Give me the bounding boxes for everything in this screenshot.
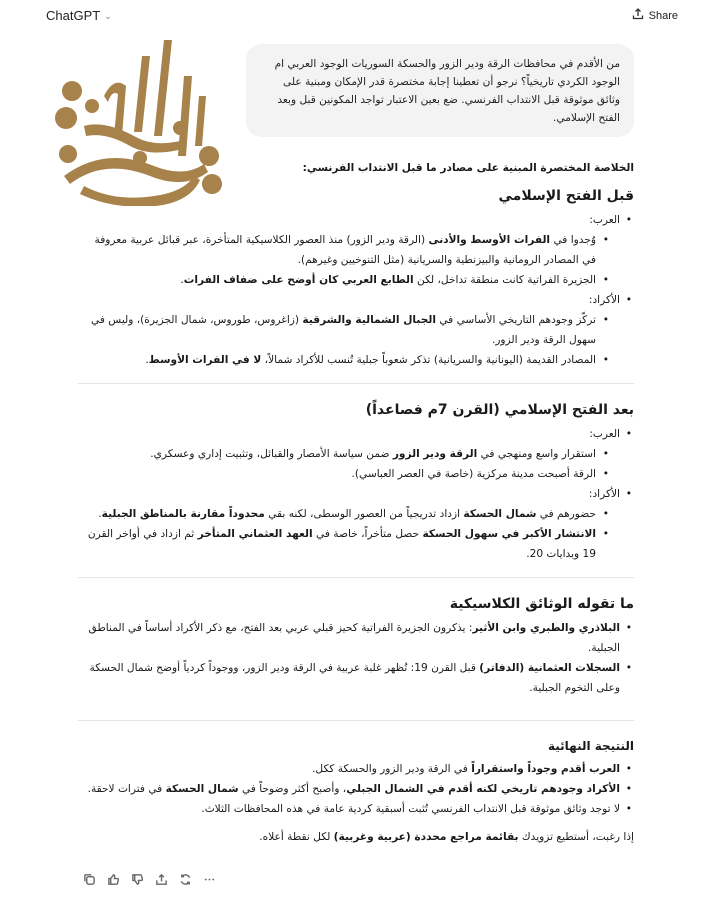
section-title-after-conquest: بعد الفتح الإسلامي (القرن 7م فصاعداً) xyxy=(365,402,634,418)
list-item: • الرقة أصبحت مدينة مركزية (خاصة في العصر العباسي). xyxy=(78,464,596,484)
group-list xyxy=(78,210,634,370)
section-title-before-conquest: قبل الفتح الإسلامي xyxy=(498,188,634,204)
share-label: Share xyxy=(648,9,678,22)
section-title-conclusion: النتيجة النهائية xyxy=(547,739,634,753)
share-upload-icon xyxy=(632,8,644,23)
list-item: • السجلات العثمانية (الدفاتر) قبل القرن 19: تُظهر غلبة عربية في الرقة ودير الزور، ووجوداً كردياً أوضح شمال الحسكة وعلى التخوم الجبلية. xyxy=(78,658,620,698)
top-bar xyxy=(0,0,720,34)
list-item: • العرب أقدم وجوداً واستقراراً في الرقة ودير الزور والحسكة ككل. xyxy=(78,759,620,779)
list-item: • الانتشار الأكبر في سهول الحسكة حصل متأخراً، خاصة في العهد العثماني المتأخر ثم ازداد في أواخر القرن 19 وبدايات 20. xyxy=(78,524,596,564)
more-icon[interactable] xyxy=(202,872,216,886)
list-item: • استقرار واسع ومنهجي في الرقة ودير الزور ضمن سياسة الأمصار والقبائل، وتثبيت إداري وعسكري. xyxy=(78,444,596,464)
thumbs-down-icon[interactable] xyxy=(130,872,144,886)
divider xyxy=(78,383,634,384)
divider xyxy=(78,577,634,578)
list-item: • المصادر القديمة (اليونانية والسريانية) تذكر شعوباً جبلية تُنسب للأكراد شمالاً، لا في الفرات الأوسط. xyxy=(78,350,596,370)
share-button[interactable] xyxy=(632,8,678,23)
divider xyxy=(78,720,634,721)
group-arabs: • العرب: • وُجدوا في الفرات الأوسط والأدنى (الرقة ودير الزور) منذ العصور الكلاسيكية المتأخرة، عبر قبائل عربية معروفة في المصادر الرومانية والبيزنطية والسريانية (مثل التنوخيين وغيرهم). • الجزيرة الفراتية كانت منطقة تداخل، لكن الطابع العربي كان أوضح على ضفاف الفرات. xyxy=(78,210,620,290)
share-icon[interactable] xyxy=(154,872,168,886)
model-selector[interactable] xyxy=(46,8,112,23)
list-item: • لا توجد وثائق موثوقة قبل الانتداب الفرنسي تُثبت أسبقية كردية عامة في هذه المحافظات الثلاث. xyxy=(78,799,620,819)
answer-intro: الخلاصة المختصرة المبنية على مصادر ما قبل الانتداب الفرنسي: xyxy=(302,162,634,174)
list-item: • حضورهم في شمال الحسكة ازداد تدريجياً من العصور الوسطى، لكنه بقي محدوداً مقارنة بالمناطق الجبلية. xyxy=(78,504,596,524)
list-item: • الأكراد وجودهم تاريخي لكنه أقدم في الشمال الجبلي، وأصبح أكثر وضوحاً في شمال الحسكة في فترات لاحقة. xyxy=(78,779,620,799)
user-message: من الأقدم في محافظات الرقة ودير الزور والحسكة السوريات الوجود العربي ام الوجود الكردي تاريخياً؟ نرجو أن تعطينا إجابة مختصرة قدر الإمكان ومبنية على وثائق موثوقة قبل الانتداب الفرنسي. ضع بعين الاعتبار تواجد المكونين قبل وبعد الفتح الإسلامي. xyxy=(246,44,634,137)
list-item: • الجزيرة الفراتية كانت منطقة تداخل، لكن الطابع العربي كان أوضح على ضفاف الفرات. xyxy=(78,270,596,290)
app-title: ChatGPT xyxy=(46,8,101,23)
refresh-icon[interactable] xyxy=(178,872,192,886)
assistant-response xyxy=(78,158,634,847)
group-kurds: • الأكراد: • تركّز وجودهم التاريخي الأساسي في الجبال الشمالية والشرقية (زاغروس، طوروس، شمال الجزيرة)، وليس في سهول الرقة ودير الزور. • المصادر القديمة (اليونانية والسريانية) تذكر شعوباً جبلية تُنسب للأكراد شمالاً، لا في الفرات الأوسط. xyxy=(78,290,620,370)
group-arabs: • العرب: • استقرار واسع ومنهجي في الرقة ودير الزور ضمن سياسة الأمصار والقبائل، وتثبيت إداري وعسكري. • الرقة أصبحت مدينة مركزية (خاصة في العصر العباسي). xyxy=(78,424,620,484)
list-item: • وُجدوا في الفرات الأوسط والأدنى (الرقة ودير الزور) منذ العصور الكلاسيكية المتأخرة، عبر قبائل عربية معروفة في المصادر الرومانية والبيزنطية والسريانية (مثل التنوخيين وغيرهم). xyxy=(78,230,596,270)
copy-icon[interactable] xyxy=(82,872,96,886)
message-actions xyxy=(82,872,216,886)
thumbs-up-icon[interactable] xyxy=(106,872,120,886)
closing-offer: إذا رغبت، أستطيع تزويدك بقائمة مراجع محددة (عربية وغربية) لكل نقطة أعلاه. xyxy=(259,831,634,843)
section-title-classical-documents: ما تقوله الوثائق الكلاسيكية xyxy=(449,596,634,612)
group-kurds: • الأكراد: • حضورهم في شمال الحسكة ازداد تدريجياً من العصور الوسطى، لكنه بقي محدوداً مقارنة بالمناطق الجبلية. • الانتشار الأكبر في سهول الحسكة حصل متأخراً، خاصة في العهد العثماني المتأخر ثم ازداد في أواخر القرن 19 وبدايات 20. xyxy=(78,484,620,564)
list-item: • البلاذري والطبري وابن الأثير: يذكرون الجزيرة الفراتية كحيز قبلي عربي بعد الفتح، مع ذكر الأكراد أساساً في المناطق الجبلية. xyxy=(78,618,620,658)
chevron-down-icon: ⌄ xyxy=(104,10,112,21)
list-item: • تركّز وجودهم التاريخي الأساسي في الجبال الشمالية والشرقية (زاغروس، طوروس، شمال الجزيرة)، وليس في سهول الرقة ودير الزور. xyxy=(78,310,596,350)
